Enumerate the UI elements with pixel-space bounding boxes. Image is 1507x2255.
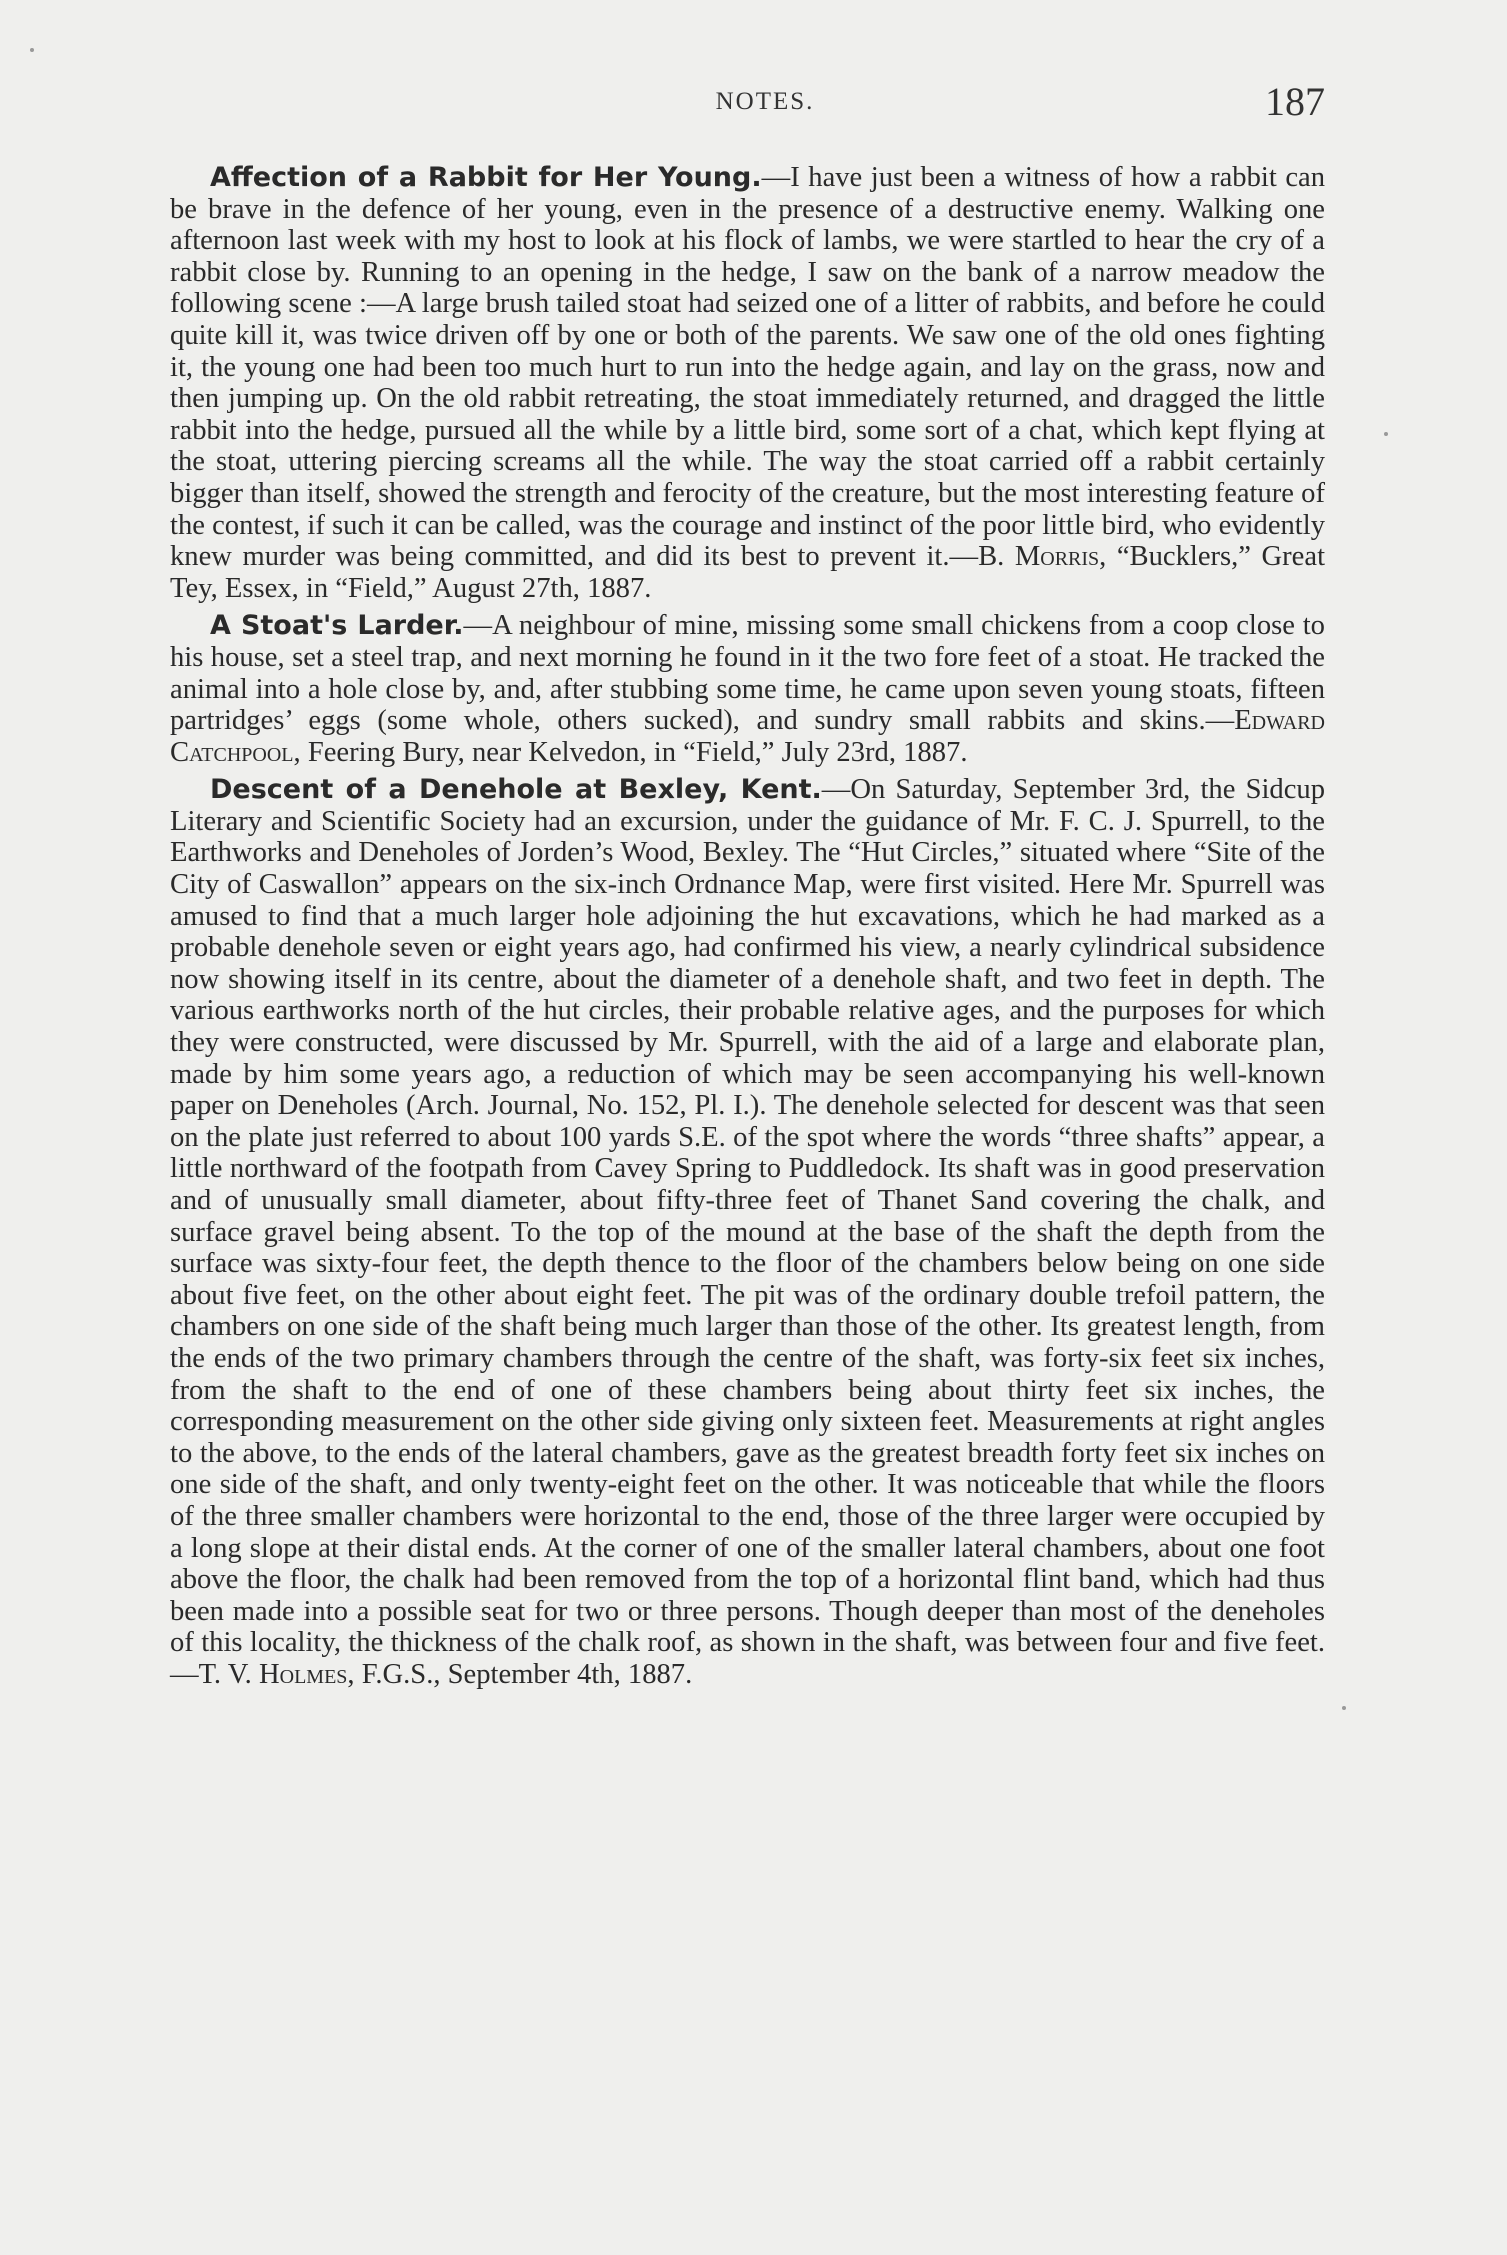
article-author: Edward Catchpool,: [170, 705, 1325, 768]
article-body: —A neighbour of mine, missing some small chickens from a coop close to his house, set a steel trap, and next morning he found in it the two fore feet of a stoat. He tracked the animal into a hole close by, and, after stubbing some time, he came upon seven young stoats, fifteen partridges’ eggs (some whole, others sucked), and sundry small rabbits and skins.—: [170, 610, 1325, 737]
article-body: —I have just been a witness of how a rabbit can be brave in the defence of her young, even in the presence of a destructive enemy. Walking one afternoon last week with my host to look at his flock of lambs, we were startled to hear the cry of a rabbit close by. Running to an opening in the hedge, I saw on the bank of a narrow meadow the following scene :—A large brush tailed stoat had seized one of a litter of rabbits, and before he could quite kill it, was twice driven off by one or both of the parents. We saw one of the old ones fighting it, the young one had been too much hurt to run into the hedge again, and lay on the grass, now and then jumping up. On the old rabbit retreating, the stoat immediately returned, and dragged the little rabbit into the hedge, pursued all the while by a little bird, some sort of a chat, which kept flying at the stoat, uttering piercing screams all the while. The way the stoat carried off a rabbit certainly bigger than itself, showed the strength and ferocity of the creature, but the most interesting feature of the contest, if such it can be called, was the courage and instinct of the poor little bird, who evidently knew murder was being committed, and did its best to prevent it.—B.: [170, 162, 1326, 573]
article-source: F.G.S., September 4th, 1887.: [354, 1658, 693, 1690]
paper-speck: [1342, 1706, 1346, 1710]
article-heading: Descent of a Denehole at Bexley, Kent.: [210, 774, 822, 806]
paper-speck: [30, 48, 34, 52]
article-rabbit: [170, 162, 1325, 604]
article-source: Feering Bury, near Kelvedon, in “Field,” July 23rd, 1887.: [300, 736, 968, 768]
running-head: [205, 78, 1325, 128]
running-title: NOTES.: [715, 88, 815, 115]
article-heading: Affection of a Rabbit for Her Young.: [210, 162, 762, 193]
article-author: Morris,: [1014, 541, 1107, 573]
article-body: —On Saturday, September 3rd, the Sidcup Literary and Scientific Society had an excursion, under the guidance of Mr. F. C. J. Spurrell, to the Earthworks and Deneholes of Jorden’s Wood, Bexley. The “Hut Circles,” situated where “Site of the City of Caswallon” appears on the six-inch Ordnance Map, were first visited. Here Mr. Spurrell was amused to find that a much larger hole adjoining the hut excavations, which he had marked as a probable denehole seven or eight years ago, had confirmed his view, a nearly cylindrical subsidence now showing itself in its centre, about the diameter of a denehole shaft, and two feet in depth. The various earthworks north of the hut circles, their probable relative ages, and the purposes for which they were constructed, were discussed by Mr. Spurrell, with the aid of a large and elaborate plan, made by him some years ago, a reduction of which may be seen accompanying his well-known paper on Deneholes (Arch. Journal, No. 152, Pl. I.). The denehole selected for descent was that seen on the plate just referred to about 100 yards S.E. of the spot where the words “three shafts” appear, a little northward of the footpath from Cavey Spring to Puddledock. Its shaft was in good preservation and of unusually small diameter, about fifty-three feet of Thanet Sand covering the chalk, and surface gravel being absent. To the top of the mound at the base of the shaft the depth from the surface was sixty-four feet, the depth thence to the floor of the chambers below being on one side about five feet, on the other about eight feet. The pit was of the ordinary double trefoil pattern, the chambers on one side of the shaft being much larger than those of the other. Its greatest length, from the ends of the two primary chambers through the centre of the shaft, was forty-six feet six inches, from the shaft to the end of one of these chambers being about thirty feet six inches, the corresponding measurement on the other side giving only sixteen feet. Measurements at right angles to the above, to the ends of the lateral chambers, gave as the greatest breadth forty feet six inches on one side of the shaft, and only twenty-eight feet on the other. It was noticeable that while the floors of the three smaller chambers were horizontal to the end, those of the three larger were occupied by a long slope at their distal ends. At the corner of one of the smaller lateral chambers, about one foot above the floor, the chalk had been removed from the top of a horizontal flint band, which had thus been made into a possible seat for two or three persons. Though deeper than most of the deneholes of this locality, the thickness of the chalk roof, as shown in the shaft, was between four and five feet.—T. V.: [170, 774, 1325, 1690]
article-denehole: [170, 774, 1325, 1690]
article-author: Holmes,: [258, 1658, 355, 1690]
article-heading: A Stoat's Larder.: [210, 610, 464, 642]
paper-speck: [1384, 432, 1388, 436]
article-source: “Bucklers,” Great Tey, Essex, in “Field,” August 27th, 1887.: [170, 541, 1326, 604]
text-block: [170, 162, 1325, 1697]
page-number: 187: [1265, 79, 1325, 124]
article-stoat-larder: [170, 610, 1325, 768]
